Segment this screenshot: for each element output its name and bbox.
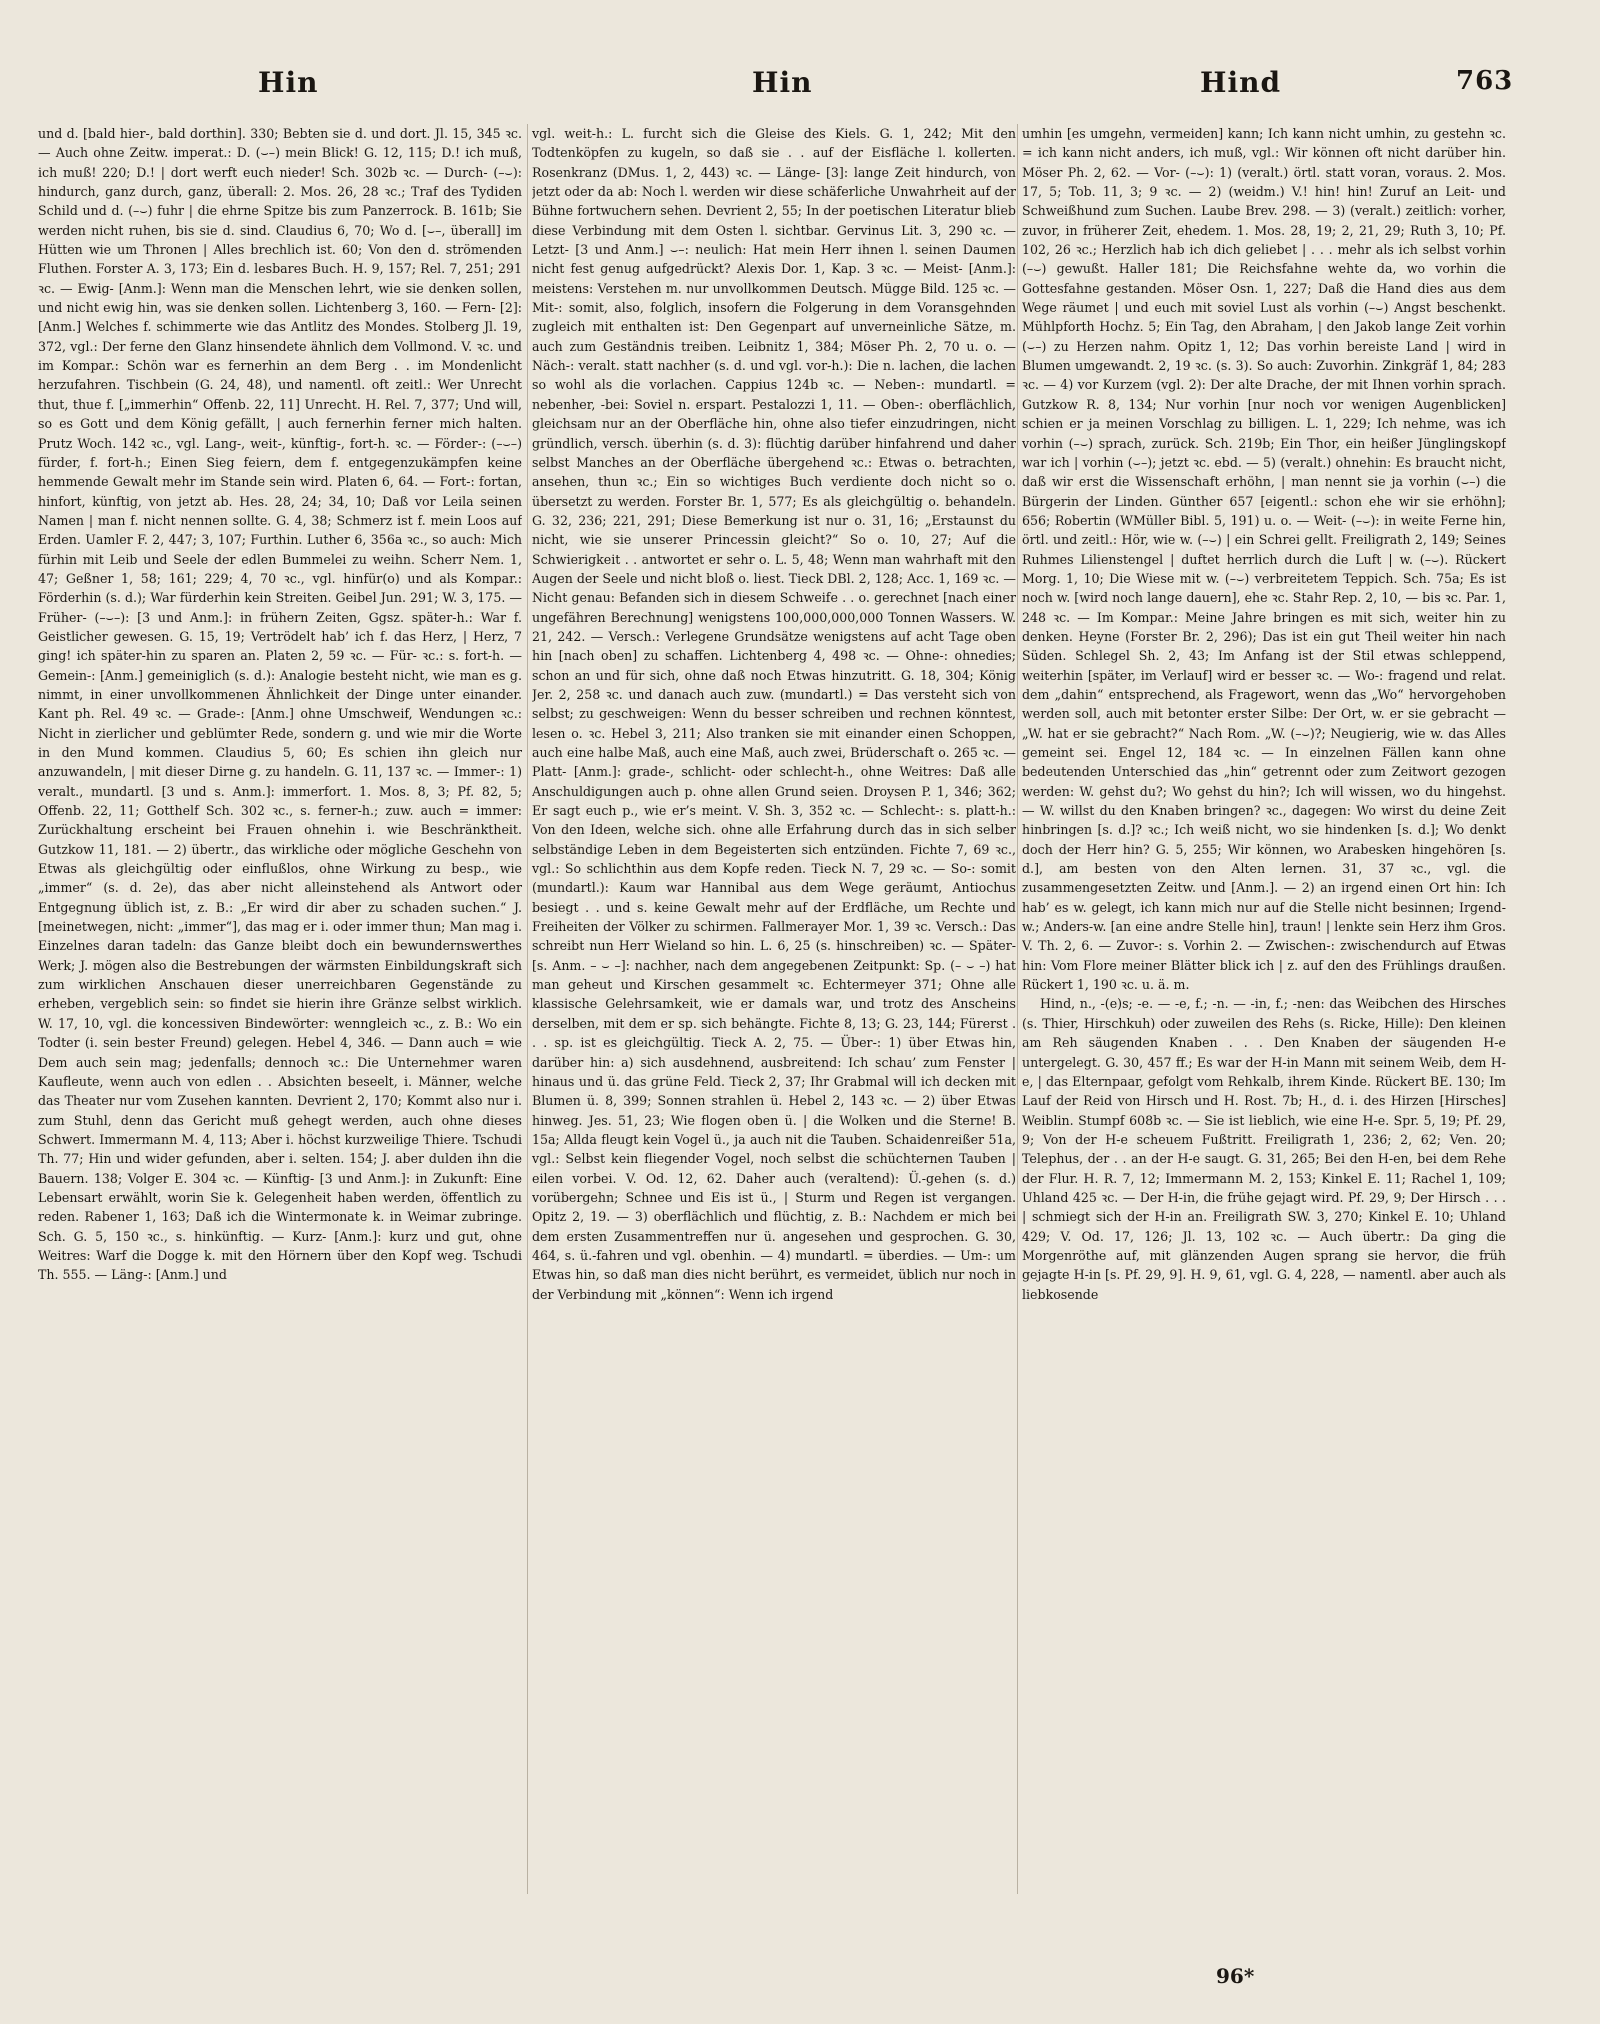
- entry-hind-paragraph: Hind, n., -(e)s; -e. — -e, f.; -n. — -in, f.; -nen: das Weibchen des Hirsches (s. Thier, Hirschkuh) oder zuweilen des Rehs (s. Ricke, Hille): Den kleinen am Reh säugenden Knaben . . . Den Knaben der säugenden H-e untergelegt. G. 30, 457 ff.; Es war der H-in Mann mit seinem Weib, dem H-e, | das Elternpaar, gefolgt vom Rehkalb, ihrem Kinde. Rückert BE. 130; Im Lauf der Reid von Hirsch und H. Rost. 7b; H., d. i. des Hirzen [Hirsches] Weiblin. Stumpf 608b ꝛc. — Sie ist lieblich, wie eine H-e. Spr. 5, 19; Pf. 29, 9; Von der H-e scheuem Fußtritt. Freiligrath 1, 236; 2, 62; Ven. 20; Telephus, der . . an der H-e saugt. G. 31, 265; Bei den H-en, bei dem Rehe der Flur. H. R. 7, 12; Immermann M. 2, 153; Kinkel E. 11; Rachel 1, 109; Uhland 425 ꝛc. — Der H-in, die frühe gejagt wird. Pf. 29, 9; Der Hirsch . . . | schmiegt sich der H-in an. Freiligrath SW. 3, 270; Kinkel E. 10; Uhland 429; V. Od. 17, 126; Jl. 13, 102 ꝛc. — Auch übertr.: Da ging die Morgenröthe auf, mit glänzenden Augen sprang sie hervor, die früh gejagte H-in [s. Pf. 29, 9]. H. 9, 61, vgl. G. 4, 228, — namentl. aber auch als liebkosende: [1022, 996, 1506, 1302]
- header-center-catchword: Hin: [752, 66, 813, 99]
- header-right-catchword: Hind: [1200, 66, 1282, 99]
- text-column-2: [532, 124, 1016, 1944]
- column-3-paragraph: umhin [es umgehn, vermeiden] kann; Ich kann nicht umhin, zu gestehn ꝛc. = ich kann nicht anders, ich muß, vgl.: Wir können oft nicht darüber hin. Möser Ph. 2, 62. — Vor- (–⌣): 1) (veralt.) örtl. statt voran, voraus. 2. Mos. 17, 5; Tob. 11, 3; 9 ꝛc. — 2) (weidm.) V.! hin! hin! Zuruf an Leit- und Schweißhund zum Suchen. Laube Brev. 298. — 3) (veralt.) zeitlich: vorher, zuvor, in früherer Zeit, ehedem. 1. Mos. 28, 19; 2, 21, 29; Ruth 3, 10; Pf. 102, 26 ꝛc.; Herzlich hab ich dich geliebet | . . . mehr als ich selbst vorhin (–⌣) gewußt. Haller 181; Die Reichsfahne wehte da, wo vorhin die Gottesfahne gestanden. Möser Osn. 1, 227; Daß die Hand dies aus dem Wege räumet | und euch mit soviel Lust als vorhin (–⌣) Angst beschenkt. Mühlpforth Hochz. 5; Ein Tag, den Abraham, | den Jakob lange Zeit vorhin (⌣–) zu Herzen nahm. Opitz 1, 12; Das vorhin bereiste Land | wird in Blumen umgewandt. 2, 19 ꝛc. (s. 3). So auch: Zuvorhin. Zinkgräf 1, 84; 283 ꝛc. — 4) vor Kurzem (vgl. 2): Der alte Drache, der mit Ihnen vorhin sprach. Gutzkow R. 8, 134; Nur vorhin [nur noch vor wenigen Augenblicken] schien er ja meinen Vorschlag zu billigen. L. 1, 229; Ich nehme, was ich vorhin (–⌣) sprach, zurück. Sch. 219b; Ein Thor, ein heißer Jünglingskopf war ich | vorhin (⌣–); jetzt ꝛc. ebd. — 5) (veralt.) ohnehin: Es braucht nicht, daß wir erst die Wissenschaft erhöhn, | man nennt sie ja vorhin (⌣–) die Bürgerin der Linden. Günther 657 [eigentl.: schon ehe wir sie erhöhn]; 656; Robertin (WMüller Bibl. 5, 191) u. o. — Weit- (–⌣): in weite Ferne hin, örtl. und zeitl.: Hör, wie w. (–⌣) | ein Schrei gellt. Freiligrath 2, 149; Seines Ruhmes Lilienstengel | duftet herrlich durch die Luft | w. (–⌣). Rückert Morg. 1, 10; Die Wiese mit w. (–⌣) verbreitetem Teppich. Sch. 75a; Es ist noch w. [wird noch lange dauern], ehe ꝛc. Stahr Rep. 2, 10, — bis ꝛc. Par. 1, 248 ꝛc. — Im Kompar.: Meine Jahre bringen es mit sich, weiter hin zu denken. Heyne (Forster Br. 2, 296); Das ist ein gut Theil weiter hin nach Süden. Schlegel Sh. 2, 43; Im Anfang ist der Stil etwas schleppend, weiterhin [später, im Verlauf] wird er besser ꝛc. — Wo-: fragend und relat. dem „dahin“ entsprechend, als Fragewort, wenn das „Wo“ hervorgehoben werden soll, auch mit betonter erster Silbe: Der Ort, w. er sie gebracht — „W. hat er sie gebracht?“ Nach Rom. „W. (–⌣)?; Neugierig, wie w. das Alles gemeint sei. Engel 12, 184 ꝛc. — In einzelnen Fällen kann ohne bedeutenden Unterschied das „hin“ getrennt oder zum Zeitwort gezogen werden: W. gehst du?; Wo gehst du hin?; Ich will wissen, wo du hingehst. — W. willst du den Knaben bringen? ꝛc., dagegen: Wo wirst du deine Zeit hinbringen [s. d.]? ꝛc.; Ich weiß nicht, wo sie hindenken [s. d.]; Wo denkt doch der Herr hin? G. 5, 255; Wir können, wo Arabesken hingehören [s. d.], am besten von den Alten lernen. 31, 37 ꝛc., vgl. die zusammengesetzten Zeitw. und [Anm.]. — 2) an irgend einen Ort hin: Ich hab’ es w. gelegt, ich kann mich nur auf die Stelle nicht besinnen; Irgend-w.; Anders-w. [an eine andre Stelle hin], traun! | lenkte sein Herz ihm Gros. V. Th. 2, 6. — Zuvor-: s. Vorhin 2. — Zwischen-: zwischendurch auf Etwas hin: Vom Flore meiner Blätter blick ich | z. auf den des Frühlings draußen. Rückert 1, 190 ꝛc. u. ä. m.: [1022, 126, 1506, 993]
- running-header: [0, 66, 1600, 116]
- text-column-1: [38, 124, 522, 1944]
- header-left-catchword: Hin: [258, 66, 319, 99]
- sheet-signature: 96*: [1216, 1964, 1255, 1988]
- column-divider: [1017, 124, 1018, 1894]
- column-1-paragraph: und d. [bald hier-, bald dorthin]. 330; Bebten sie d. und dort. Jl. 15, 345 ꝛc. — Auch ohne Zeitw. imperat.: D. (⌣–) mein Blick! G. 12, 115; D.! ich muß, ich muß! 220; D.! | dort werft euch nieder! Sch. 302b ꝛc. — Durch- (–⌣): hindurch, ganz durch, ganz, überall: 2. Mos. 26, 28 ꝛc.; Traf des Tydiden Schild und d. (–⌣) fuhr | die ehrne Spitze bis zum Panzerrock. B. 161b; Sie werden nicht ruhen, bis sie d. sind. Claudius 6, 70; Wo d. [⌣–, überall] im Hütten wie um Thronen | Alles brechlich ist. 60; Von den d. strömenden Fluthen. Forster A. 3, 173; Ein d. lesbares Buch. H. 9, 157; Rel. 7, 251; 291 ꝛc. — Ewig- [Anm.]: Wenn man die Menschen lehrt, wie sie denken sollen, und nicht ewig hin, was sie denken sollen. Lichtenberg 3, 160. — Fern- [2]: [Anm.] Welches f. schimmerte wie das Antlitz des Mondes. Stolberg Jl. 19, 372, vgl.: Der ferne den Glanz hinsendete ähnlich dem Vollmond. V. ꝛc. und im Kompar.: Schön war es fernerhin an dem Berg . . im Mondenlicht herzufahren. Tischbein (G. 24, 48), und namentl. oft zeitl.: Wer Unrecht thut, thue f. [„immerhin“ Offenb. 22, 11] Unrecht. H. Rel. 7, 377; Und will, so es Gott und dem König gefällt, | auch fernerhin ferner mich halten. Prutz Woch. 142 ꝛc., vgl. Lang-, weit-, künftig-, fort-h. ꝛc. — Förder-: (–⌣–) fürder, f. fort-h.; Einen Sieg feiern, dem f. entgegenzukämpfen keine hemmende Gewalt mehr im Stande sein wird. Platen 6, 64. — Fort-: fortan, hinfort, künftig, von jetzt ab. Hes. 28, 24; 34, 10; Daß vor Leila seinen Namen | man f. nicht nennen sollte. G. 4, 38; Schmerz ist f. mein Loos auf Erden. Uamler F. 2, 447; 3, 107; Furthin. Luther 6, 356a ꝛc., so auch: Mich fürhin mit Leib und Seele der edlen Bummelei zu weihn. Scherr Nem. 1, 47; Geßner 1, 58; 161; 229; 4, 70 ꝛc., vgl. hinfür(o) und als Kompar.: Förderhin (s. d.); War fürderhin kein Streiten. Geibel Jun. 291; W. 3, 175. — Früher- (–⌣–): [3 und Anm.]: in frühern Zeiten, Ggsz. später-h.: War f. Geistlicher gewesen. G. 15, 19; Vertrödelt hab’ ich f. das Herz, | Herz, 7 ging! ich später-hin zu sparen an. Platen 2, 59 ꝛc. — Für- ꝛc.: s. fort-h. — Gemein-: [Anm.] gemeiniglich (s. d.): Analogie besteht nicht, wie man es g. nimmt, in einer unvollkommenen Ähnlichkeit der Dinge unter einander. Kant ph. Rel. 49 ꝛc. — Grade-: [Anm.] ohne Umschweif, Wendungen ꝛc.: Nicht in zierlicher und geblümter Rede, sondern g. und wie mir die Worte in den Mund kommen. Claudius 5, 60; Es schien ihn gleich nur anzuwandeln, | mit dieser Dirne g. zu handeln. G. 11, 137 ꝛc. — Immer-: 1) veralt., mundartl. [3 und s. Anm.]: immerfort. 1. Mos. 8, 3; Pf. 82, 5; Offenb. 22, 11; Gotthelf Sch. 302 ꝛc., s. ferner-h.; zuw. auch = immer: Zurückhaltung erscheint bei Frauen ohnehin i. wie Beschränktheit. Gutzkow 11, 181. — 2) übertr., das wirkliche oder mögliche Geschehn von Etwas als gleichgültig oder einflußlos, ohne Wirkung zu besp., wie „immer“ (s. d. 2e), das aber nicht alleinstehend als Antwort oder Entgegnung üblich ist, z. B.: „Er wird dir aber zu schaden suchen.“ J. [meinetwegen, nicht: „immer“], das mag er i. oder immer thun; Man mag i. Einzelnes daran tadeln: das Ganze bleibt doch ein bewundernswerthes Werk; J. mögen also die Bestrebungen der wärmsten Einbildungskraft sich zum wirklichen Anschauen dieser unerreichbaren Gegenstände zu erheben, vergeblich sein: so findet sie hierin ihre Gränze selbst wirklich. W. 17, 10, vgl. die koncessiven Bindewörter: wenngleich ꝛc., z. B.: Wo ein Todter (i. sein bester Freund) gelegen. Hebel 4, 346. — Dann auch = wie Dem auch sein mag; jedenfalls; dennoch ꝛc.: Die Unternehmer waren Kaufleute, wenn auch von edlen . . Absichten beseelt, i. Männer, welche das Theater nur vom Zusehen kannten. Devrient 2, 170; Kommt also nur i. zum Stuhl, denn das Gericht muß gehegt werden, auch ohne dieses Schwert. Immermann M. 4, 113; Aber i. höchst kurzweilige Thiere. Tschudi Th. 77; Hin und wider gefunden, aber i. selten. 154; J. aber dulden ihn die Bauern. 138; Volger E. 304 ꝛc. — Künftig- [3 und Anm.]: in Zukunft: Eine Lebensart erwählt, worin Sie k. Gelegenheit haben werden, öffentlich zu reden. Rabener 1, 163; Daß ich die Wintermonate k. in Weimar zubringe. Sch. G. 5, 150 ꝛc., s. hinkünftig. — Kurz- [Anm.]: kurz und gut, ohne Weitres: Warf die Dogge k. mit den Hörnern über den Kopf weg. Tschudi Th. 555. — Läng-: [Anm.] und: [38, 126, 522, 1283]
- column-divider: [527, 124, 528, 1894]
- column-2-paragraph: vgl. weit-h.: L. furcht sich die Gleise des Kiels. G. 1, 242; Mit den Todtenköpfen zu kugeln, so daß sie . . auf der Eisfläche l. kollerten. Rosenkranz (DMus. 1, 2, 443) ꝛc. — Länge- [3]: lange Zeit hindurch, von jetzt oder da ab: Noch l. werden wir diese schäferliche Unwahrheit auf der Bühne fortwuchern sehen. Devrient 2, 55; In der poetischen Literatur blieb diese Verbindung mit dem Osten l. sichtbar. Gervinus Lit. 3, 290 ꝛc. — Letzt- [3 und Anm.] ⌣–: neulich: Hat mein Herr ihnen l. seinen Daumen nicht fest genug aufgedrückt? Alexis Dor. 1, Kap. 3 ꝛc. — Meist- [Anm.]: meistens: Verstehen m. nur unvollkommen Deutsch. Mügge Bild. 125 ꝛc. — Mit-: somit, also, folglich, insofern die Folgerung in dem Voransgehnden zugleich mit enthalten ist: Den Gegenpart auf unverneinliche Sätze, m. auch zum Geständnis treiben. Leibnitz 1, 384; Möser Ph. 2, 70 u. o. — Näch-: veralt. statt nachher (s. d. und vgl. vor-h.): Die n. lachen, die lachen so wohl als die vorlachen. Cappius 124b ꝛc. — Neben-: mundartl. = nebenher, -bei: Soviel n. erspart. Pestalozzi 1, 11. — Oben-: oberflächlich, gleichsam nur an der Oberfläche hin, ohne also tiefer einzudringen, nicht gründlich, versch. überhin (s. d. 3): flüchtig darüber hinfahrend und daher selbst Manches an der Oberfläche übergehend ꝛc.: Etwas o. betrachten, ansehen, thun ꝛc.; Ein so wichtiges Buch verdiente doch nicht so o. übersetzt zu werden. Forster Br. 1, 577; Es als gleichgültig o. behandeln. G. 32, 236; 221, 291; Diese Bemerkung ist nur o. 31, 16; „Erstaunst du nicht, wie sie unserer Princessin gleicht?“ So o. 10, 27; Auf die Schwierigkeit . . antwortet er sehr o. L. 5, 48; Wenn man wahrhaft mit den Augen der Seele und nicht bloß o. liest. Tieck DBl. 2, 128; Acc. 1, 169 ꝛc. — Nicht genau: Befanden sich in diesem Schweife . . o. gerechnet [nach einer ungefähren Berechnung] wenigstens 100,000,000,000 Tonnen Wassers. W. 21, 242. — Versch.: Verlegene Grundsätze wenigstens auf acht Tage oben hin [nach oben] zu schaffen. Lichtenberg 4, 498 ꝛc. — Ohne-: ohnedies; schon an und für sich, ohne daß noch Etwas hinzutritt. G. 18, 304; König Jer. 2, 258 ꝛc. und danach auch zuw. (mundartl.) = Das versteht sich von selbst; zu geschweigen: Wenn du besser schreiben und rechnen könntest, lesen o. ꝛc. Hebel 3, 211; Also tranken sie mit einander einen Schoppen, auch eine halbe Maß, auch eine Maß, auch zwei, Brüderschaft o. 265 ꝛc. — Platt- [Anm.]: grade-, schlicht- oder schlecht-h., ohne Weitres: Daß alle Anschuldigungen auch p. ohne allen Grund seien. Droysen P. 1, 346; 362; Er sagt euch p., wie er’s meint. V. Sh. 3, 352 ꝛc. — Schlecht-: s. platt-h.: Von den Ideen, welche sich. ohne alle Erfahrung durch das in sich selber selbständige Leben in dem Begeisterten sich entzünden. Fichte 7, 69 ꝛc., vgl.: So schlichthin aus dem Kopfe reden. Tieck N. 7, 29 ꝛc. — So-: somit (mundartl.): Kaum war Hannibal aus dem Wege geräumt, Antiochus besiegt . . und s. keine Gewalt mehr auf der Erdfläche, um Rechte und Freiheiten der Völker zu schirmen. Fallmerayer Mor. 1, 39 ꝛc. Versch.: Das schreibt nun Herr Wieland so hin. L. 6, 25 (s. hinschreiben) ꝛc. — Später- [s. Anm. – ⌣ –]: nachher, nach dem angegebenen Zeitpunkt: Sp. (– ⌣ –) hat man geheut und Kirschen gesammelt ꝛc. Echtermeyer 371; Ohne alle klassische Gelehrsamkeit, wie er damals war, und trotz des Anscheins derselben, mit dem er sp. sich behängte. Fichte 8, 13; G. 23, 144; Fürerst . . . sp. ist es gleichgültig. Tieck A. 2, 75. — Über-: 1) über Etwas hin, darüber hin: a) sich ausdehnend, ausbreitend: Ich schau’ zum Fenster | hinaus und ü. das grüne Feld. Tieck 2, 37; Ihr Grabmal will ich decken mit Blumen ü. 8, 399; Sonnen strahlen ü. Hebel 2, 143 ꝛc. — 2) über Etwas hinweg. Jes. 51, 23; Wie flogen oben ü. | die Wolken und die Sterne! B. 15a; Allda fleugt kein Vogel ü., ja auch nit die Tauben. Schaidenreißer 51a, vgl.: Selbst kein fliegender Vogel, noch selbst die schüchternen Tauben | eilen vorbei. V. Od. 12, 62. Daher auch (veraltend): Ü.-gehen (s. d.) vorübergehn; Schnee und Eis ist ü., | Sturm und Regen ist vergangen. Opitz 2, 19. — 3) oberflächlich und flüchtig, z. B.: Nachdem er mich bei dem ersten Zusammentreffen nur ü. angesehen und gesprochen. G. 30, 464, s. ü.-fahren und vgl. obenhin. — 4) mundartl. = überdies. — Um-: um Etwas hin, so daß man dies nicht berührt, es vermeidet, üblich nur noch in der Verbindung mit „können“: Wenn ich irgend: [532, 126, 1016, 1302]
- page-number: 763: [1456, 66, 1514, 96]
- text-column-3: [1022, 124, 1506, 1944]
